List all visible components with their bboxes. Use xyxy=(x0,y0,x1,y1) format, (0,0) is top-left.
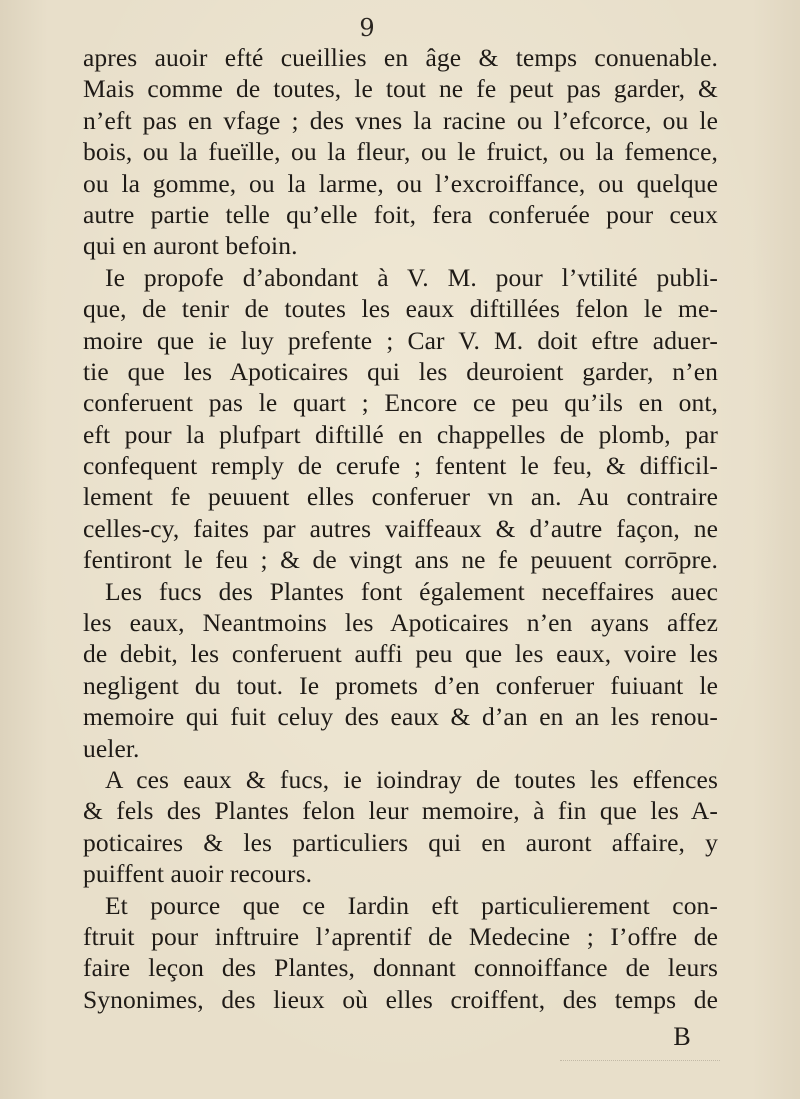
text-line: Mais comme de toutes, le tout ne fe peut pas garder, & xyxy=(83,74,718,104)
text-line: ftruit pour inftruire l’aprentif de Medecine ; I’offre de xyxy=(83,921,718,951)
text-line: A ces eaux & fucs, ie ioindray de toutes les effences xyxy=(105,764,718,794)
text-line: Et pource que ce Iardin eft particulierement con- xyxy=(105,890,718,920)
text-line: tie que les Apoticaires qui les deuroient garder, n’en xyxy=(83,356,718,386)
text-line: Synonimes, des lieux où elles croiffent, des temps de xyxy=(83,984,718,1014)
text-line: qui en auront befoin. xyxy=(83,231,298,261)
text-line: bois, ou la fueïlle, ou la fleur, ou le fruict, ou la femence, xyxy=(83,137,718,167)
text-line: n’eft pas en vfage ; des vnes la racine ou l’efcorce, ou le xyxy=(83,105,718,135)
signature-mark: B xyxy=(673,1022,691,1051)
text-line: autre partie telle qu’elle foit, fera conferuée pour ceux xyxy=(83,199,718,229)
text-line: & fels des Plantes felon leur memoire, à fin que les A- xyxy=(83,796,718,826)
text-line: confequent remply de cerufe ; fentent le feu, & difficil- xyxy=(83,451,718,481)
text-line: poticaires & les particuliers qui en auront affaire, y xyxy=(83,827,718,857)
page-number: 9 xyxy=(359,14,375,42)
text-line: Ie propofe d’abondant à V. M. pour l’vtilité publi- xyxy=(105,262,718,292)
text-line: les eaux, Neantmoins les Apoticaires n’en ayans affez xyxy=(83,608,718,638)
text-line: faire leçon des Plantes, donnant connoiffance de leurs xyxy=(83,953,718,983)
text-line: memoire qui fuit celuy des eaux & d’an en an les renou- xyxy=(83,702,718,732)
body-text xyxy=(83,42,718,1015)
text-line: ueler. xyxy=(83,733,140,763)
text-line: puiffent auoir recours. xyxy=(83,859,313,889)
text-line: que, de tenir de toutes les eaux diftillées felon le me- xyxy=(83,294,718,324)
bleed-through-decoration xyxy=(560,1060,720,1069)
text-line: moire que ie luy prefente ; Car V. M. doit eftre aduer- xyxy=(83,325,718,355)
text-line: celles-cy, faites par autres vaiffeaux & d’autre façon, ne xyxy=(83,513,718,543)
text-line: negligent du tout. Ie promets d’en conferuer fuiuant le xyxy=(83,670,718,700)
text-line: conferuent pas le quart ; Encore ce peu qu’ils en ont, xyxy=(83,388,718,418)
text-line: Les fucs des Plantes font également neceffaires auec xyxy=(105,576,718,606)
text-line: apres auoir efté cueillies en âge & temps conuenable. xyxy=(83,43,718,72)
text-line: lement fe peuuent elles conferuer vn an. Au contraire xyxy=(83,482,718,512)
text-line: fentiront le feu ; & de vingt ans ne fe peuuent corrōpre. xyxy=(83,545,718,575)
text-line: eft pour la plufpart diftillé en chappelles de plomb, par xyxy=(83,419,718,449)
text-line: ou la gomme, ou la larme, ou l’excroiffance, ou quelque xyxy=(83,168,718,198)
text-line: de debit, les conferuent auffi peu que les eaux, voire les xyxy=(83,639,718,669)
